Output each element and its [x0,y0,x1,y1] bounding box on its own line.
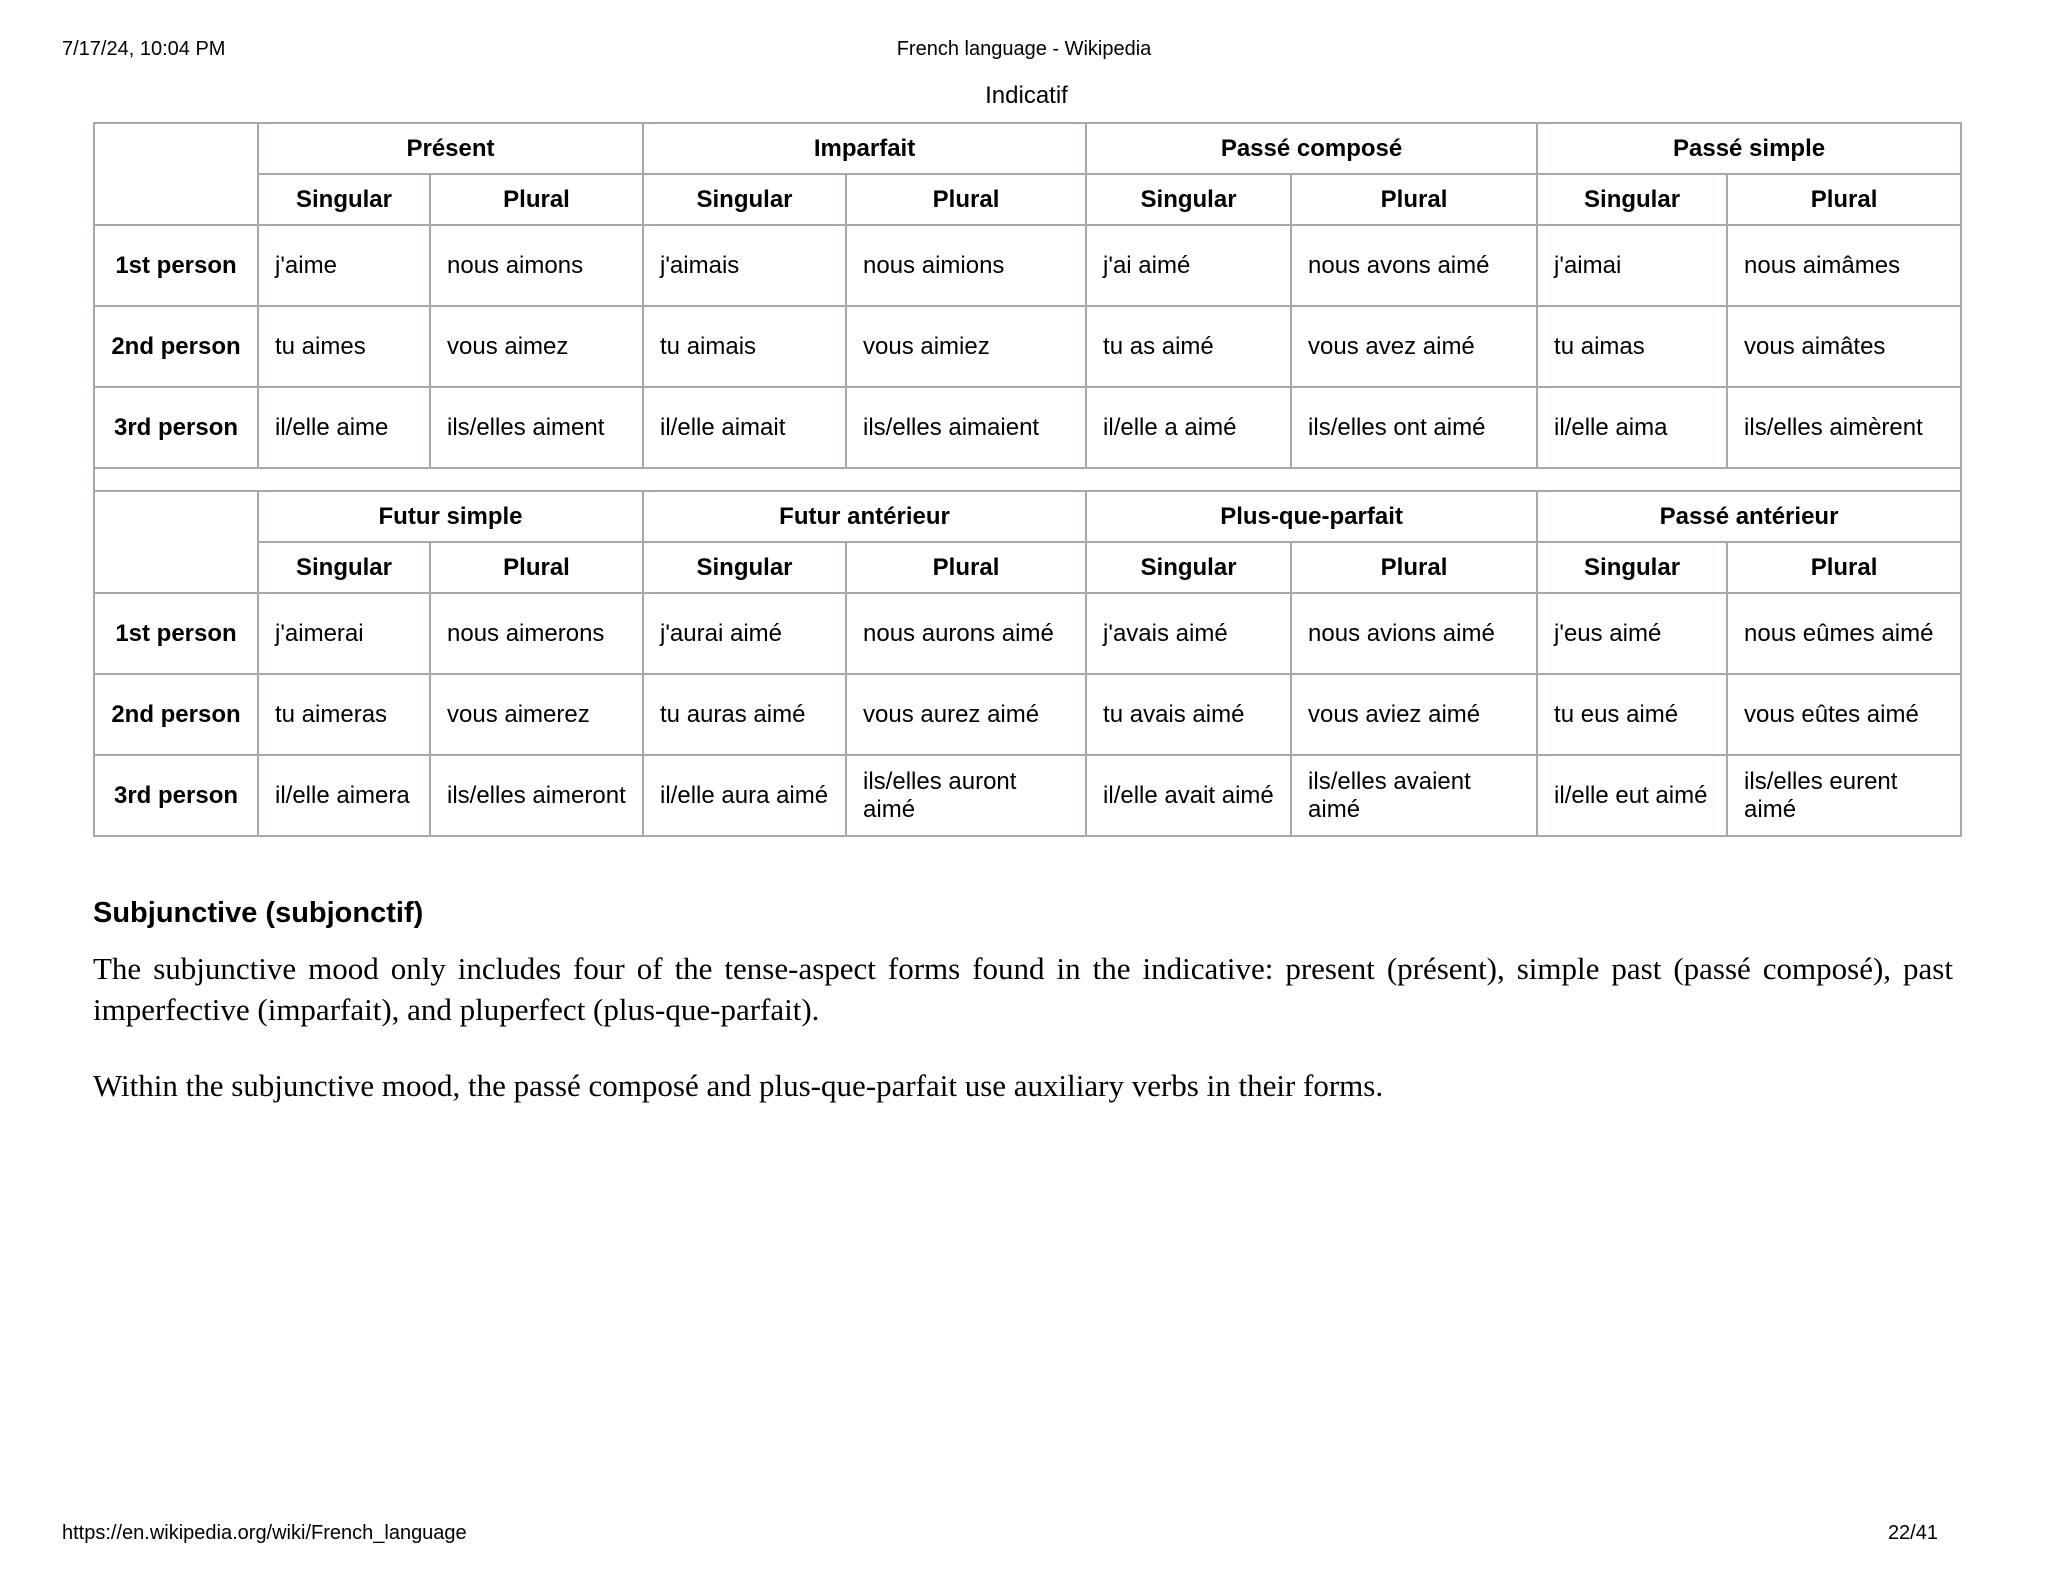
plural-header: Plural [1727,174,1961,225]
person-label: 3rd person [94,387,258,468]
conjugation-cell: ils/elles ont aimé [1291,387,1537,468]
conjugation-cell: il/elle avait aimé [1086,755,1291,836]
plural-header: Plural [430,174,643,225]
print-date: 7/17/24, 10:04 PM [62,38,226,60]
conjugation-cell: nous aurons aimé [846,593,1086,674]
conjugation-cell: ils/elles aiment [430,387,643,468]
singular-header: Singular [258,542,430,593]
conjugation-cell: vous aimerez [430,674,643,755]
print-page-title: French language - Wikipedia [896,38,1152,60]
conjugation-cell: j'aurai aimé [643,593,846,674]
conjugation-cell: tu aimes [258,306,430,387]
conjugation-cell: j'avais aimé [1086,593,1291,674]
conjugation-cell: tu as aimé [1086,306,1291,387]
person-label: 3rd person [94,755,258,836]
conjugation-cell: ils/elles auront aimé [846,755,1086,836]
tense-header-row [94,123,1961,174]
conjugation-cell: j'aimais [643,225,846,306]
tense-header: Passé simple [1537,123,1961,174]
conjugation-cell: il/elle aura aimé [643,755,846,836]
conjugation-cell: vous eûtes aimé [1727,674,1961,755]
conjugation-cell: tu auras aimé [643,674,846,755]
conjugation-cell: j'aimai [1537,225,1727,306]
singular-header: Singular [643,174,846,225]
conjugation-cell: vous aimez [430,306,643,387]
print-url: https://en.wikipedia.org/wiki/French_language [62,1522,467,1544]
plural-header: Plural [1727,542,1961,593]
table-row [94,387,1961,468]
conjugation-cell: il/elle a aimé [1086,387,1291,468]
tense-header: Présent [258,123,643,174]
number-header-row [94,174,1961,225]
conjugation-cell: nous aimons [430,225,643,306]
conjugation-cell: nous avons aimé [1291,225,1537,306]
page-number: 22/41 [1887,1522,1938,1544]
conjugation-cell: tu aimais [643,306,846,387]
person-label: 1st person [94,593,258,674]
conjugation-cell: ils/elles aimaient [846,387,1086,468]
conjugation-cell: vous aimiez [846,306,1086,387]
conjugation-cell: tu avais aimé [1086,674,1291,755]
singular-header: Singular [258,174,430,225]
plural-header: Plural [430,542,643,593]
number-header-row [94,542,1961,593]
conjugation-cell: ils/elles aimèrent [1727,387,1961,468]
singular-header: Singular [1537,542,1727,593]
print-header [62,38,1986,68]
conjugation-cell: tu eus aimé [1537,674,1727,755]
person-label: 2nd person [94,674,258,755]
singular-header: Singular [1086,174,1291,225]
conjugation-cell: j'ai aimé [1086,225,1291,306]
conjugation-cell: tu aimas [1537,306,1727,387]
plural-header: Plural [1291,542,1537,593]
table-row [94,755,1961,836]
conjugation-cell: j'aimerai [258,593,430,674]
conjugation-cell: j'eus aimé [1537,593,1727,674]
plural-header: Plural [1291,174,1537,225]
conjugation-cell: tu aimeras [258,674,430,755]
tense-header: Imparfait [643,123,1086,174]
person-label: 2nd person [94,306,258,387]
singular-header: Singular [643,542,846,593]
conjugation-cell: vous aviez aimé [1291,674,1537,755]
separator-cell [94,468,1961,491]
tense-header: Passé antérieur [1537,491,1961,542]
tense-header: Passé composé [1086,123,1537,174]
conjugation-cell: ils/elles avaient aimé [1291,755,1537,836]
plural-header: Plural [846,174,1086,225]
singular-header: Singular [1537,174,1727,225]
table-caption: Indicatif [985,82,1068,109]
conjugation-cell: ils/elles eurent aimé [1727,755,1961,836]
conjugation-cell: nous aimions [846,225,1086,306]
conjugation-table [93,122,1962,837]
conjugation-cell: il/elle aimait [643,387,846,468]
conjugation-cell: vous aurez aimé [846,674,1086,755]
person-label: 1st person [94,225,258,306]
conjugation-cell: vous avez aimé [1291,306,1537,387]
body-paragraph: Within the subjunctive mood, the passé composé and plus-que-parfait use auxiliary verbs in their forms. [93,1068,1384,1103]
conjugation-cell: nous avions aimé [1291,593,1537,674]
table-row [94,306,1961,387]
section-heading: Subjunctive (subjonctif) [93,897,424,929]
table-separator-row [94,468,1961,491]
corner-cell [94,491,258,593]
tense-header: Futur antérieur [643,491,1086,542]
tense-header: Plus-que-parfait [1086,491,1537,542]
table-row [94,593,1961,674]
conjugation-cell: ils/elles aimeront [430,755,643,836]
conjugation-cell: nous aimâmes [1727,225,1961,306]
conjugation-cell: il/elle eut aimé [1537,755,1727,836]
tense-header-row [94,491,1961,542]
conjugation-cell: il/elle aima [1537,387,1727,468]
conjugation-cell: il/elle aime [258,387,430,468]
conjugation-cell: j'aime [258,225,430,306]
conjugation-cell: nous aimerons [430,593,643,674]
conjugation-cell: vous aimâtes [1727,306,1961,387]
plural-header: Plural [846,542,1086,593]
conjugation-cell: nous eûmes aimé [1727,593,1961,674]
table-row [94,225,1961,306]
conjugation-cell: il/elle aimera [258,755,430,836]
table-row [94,674,1961,755]
singular-header: Singular [1086,542,1291,593]
tense-header: Futur simple [258,491,643,542]
corner-cell [94,123,258,225]
body-paragraph: The subjunctive mood only includes four of the tense-aspect forms found in the indicative: present (présent), simple past (passé composé), past imperfective (imparfait), and pluperfect (plus-que-parfait). [93,951,1953,1027]
print-footer [62,1522,1986,1552]
